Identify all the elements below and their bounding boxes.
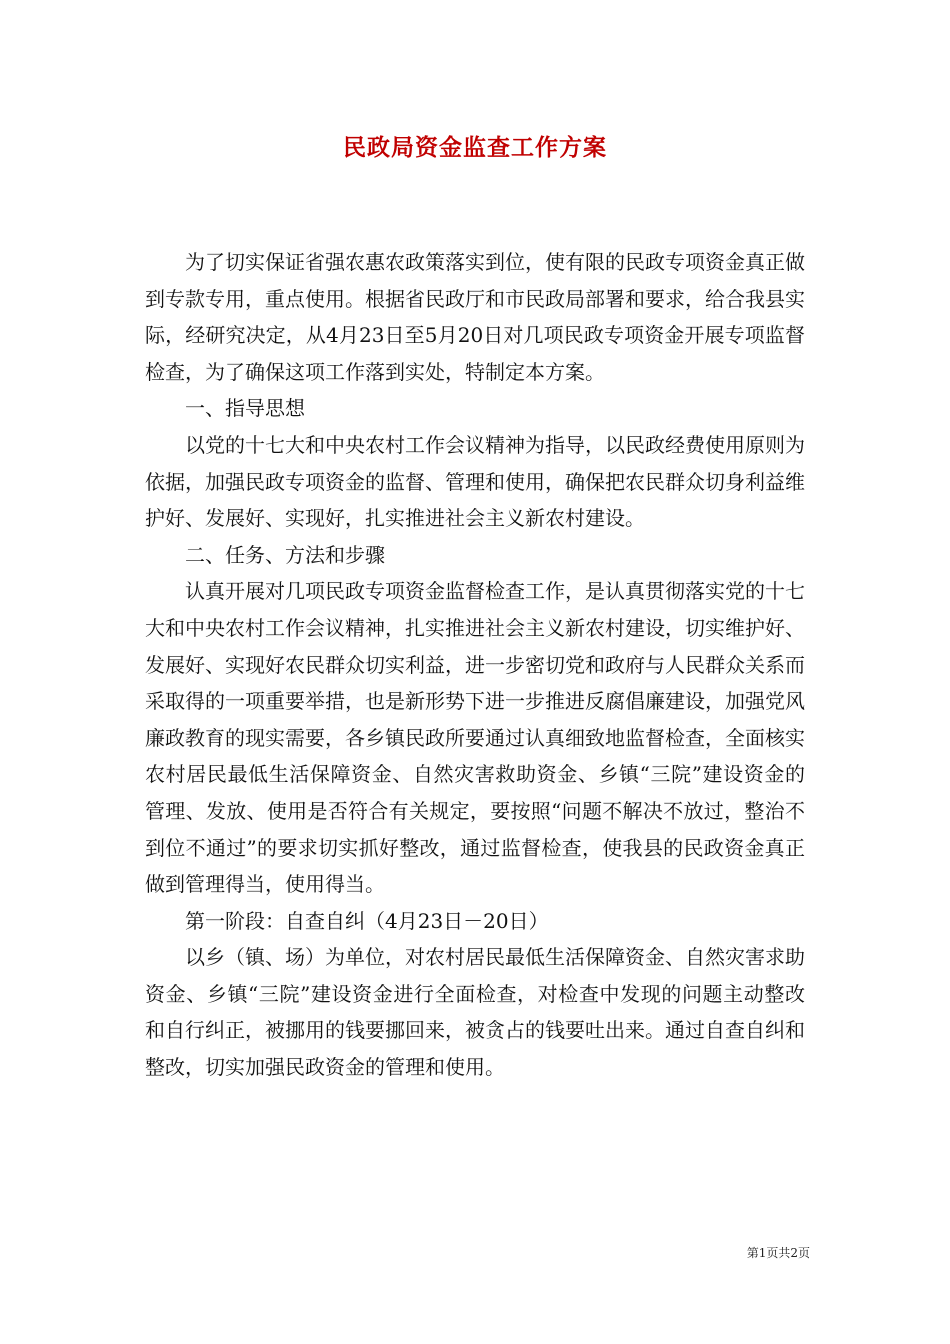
phase-heading-self-check: 第一阶段：自查自纠（4月23日－20日） bbox=[185, 908, 549, 933]
paragraph-self-check: 以乡（镇、场）为单位，对农村居民最低生活保障资金、自然灾害求助资金、乡镇“三院”建设资金进行全面检查，对检查中发现的问题主动整改和自行纠正，被挪用的钱要挪回来，被贪占的钱要吐出来。通过自查自纠和整改，切实加强民政资金的管理和使用。 bbox=[145, 945, 805, 1080]
document-title: 民政局资金监查工作方案 bbox=[343, 134, 607, 161]
paragraph-intro: 为了切实保证省强农惠农政策落实到位，使有限的民政专项资金真正做到专款专用，重点使用。根据省民政厅和市民政局部署和要求，给合我县实际，经研究决定，从4月23日至5月20日对几项民政专项资金开展专项监督检查，为了确保这项工作落到实处，特制定本方案。 bbox=[145, 250, 805, 384]
paragraph-guiding-thought: 以党的十七大和中央农村工作会议精神为指导，以民政经费使用原则为依据，加强民政专项资金的监督、管理和使用，确保把农民群众切身利益维护好、发展好、实现好，扎实推进社会主义新农村建设。 bbox=[145, 432, 805, 531]
document-body bbox=[145, 244, 805, 1086]
section-heading-tasks: 二、任务、方法和步骤 bbox=[185, 542, 385, 567]
page-number: 第1页共2页 bbox=[746, 1246, 810, 1260]
section-heading-guiding-thought: 一、指导思想 bbox=[185, 396, 305, 421]
paragraph-tasks: 认真开展对几项民政专项资金监督检查工作，是认真贯彻落实党的十七大和中央农村工作会议精神，扎实推进社会主义新农村建设，切实维护好、发展好、实现好农民群众切实利益，进一步密切党和政府与人民群众关系而采取得的一项重要举措，也是新形势下进一步推进反腐倡廉建设，加强党风廉政教育的现实需要，各乡镇民政所要通过认真细致地监督检查，全面核实农村居民最低生活保障资金、自然灾害救助资金、乡镇“三院”建设资金的管理、发放、使用是否符合有关规定，要按照“问题不解决不放过，整治不到位不通过”的要求切实抓好整改，通过监督检查，使我县的民政资金真正做到管理得当，使用得当。 bbox=[145, 579, 805, 897]
